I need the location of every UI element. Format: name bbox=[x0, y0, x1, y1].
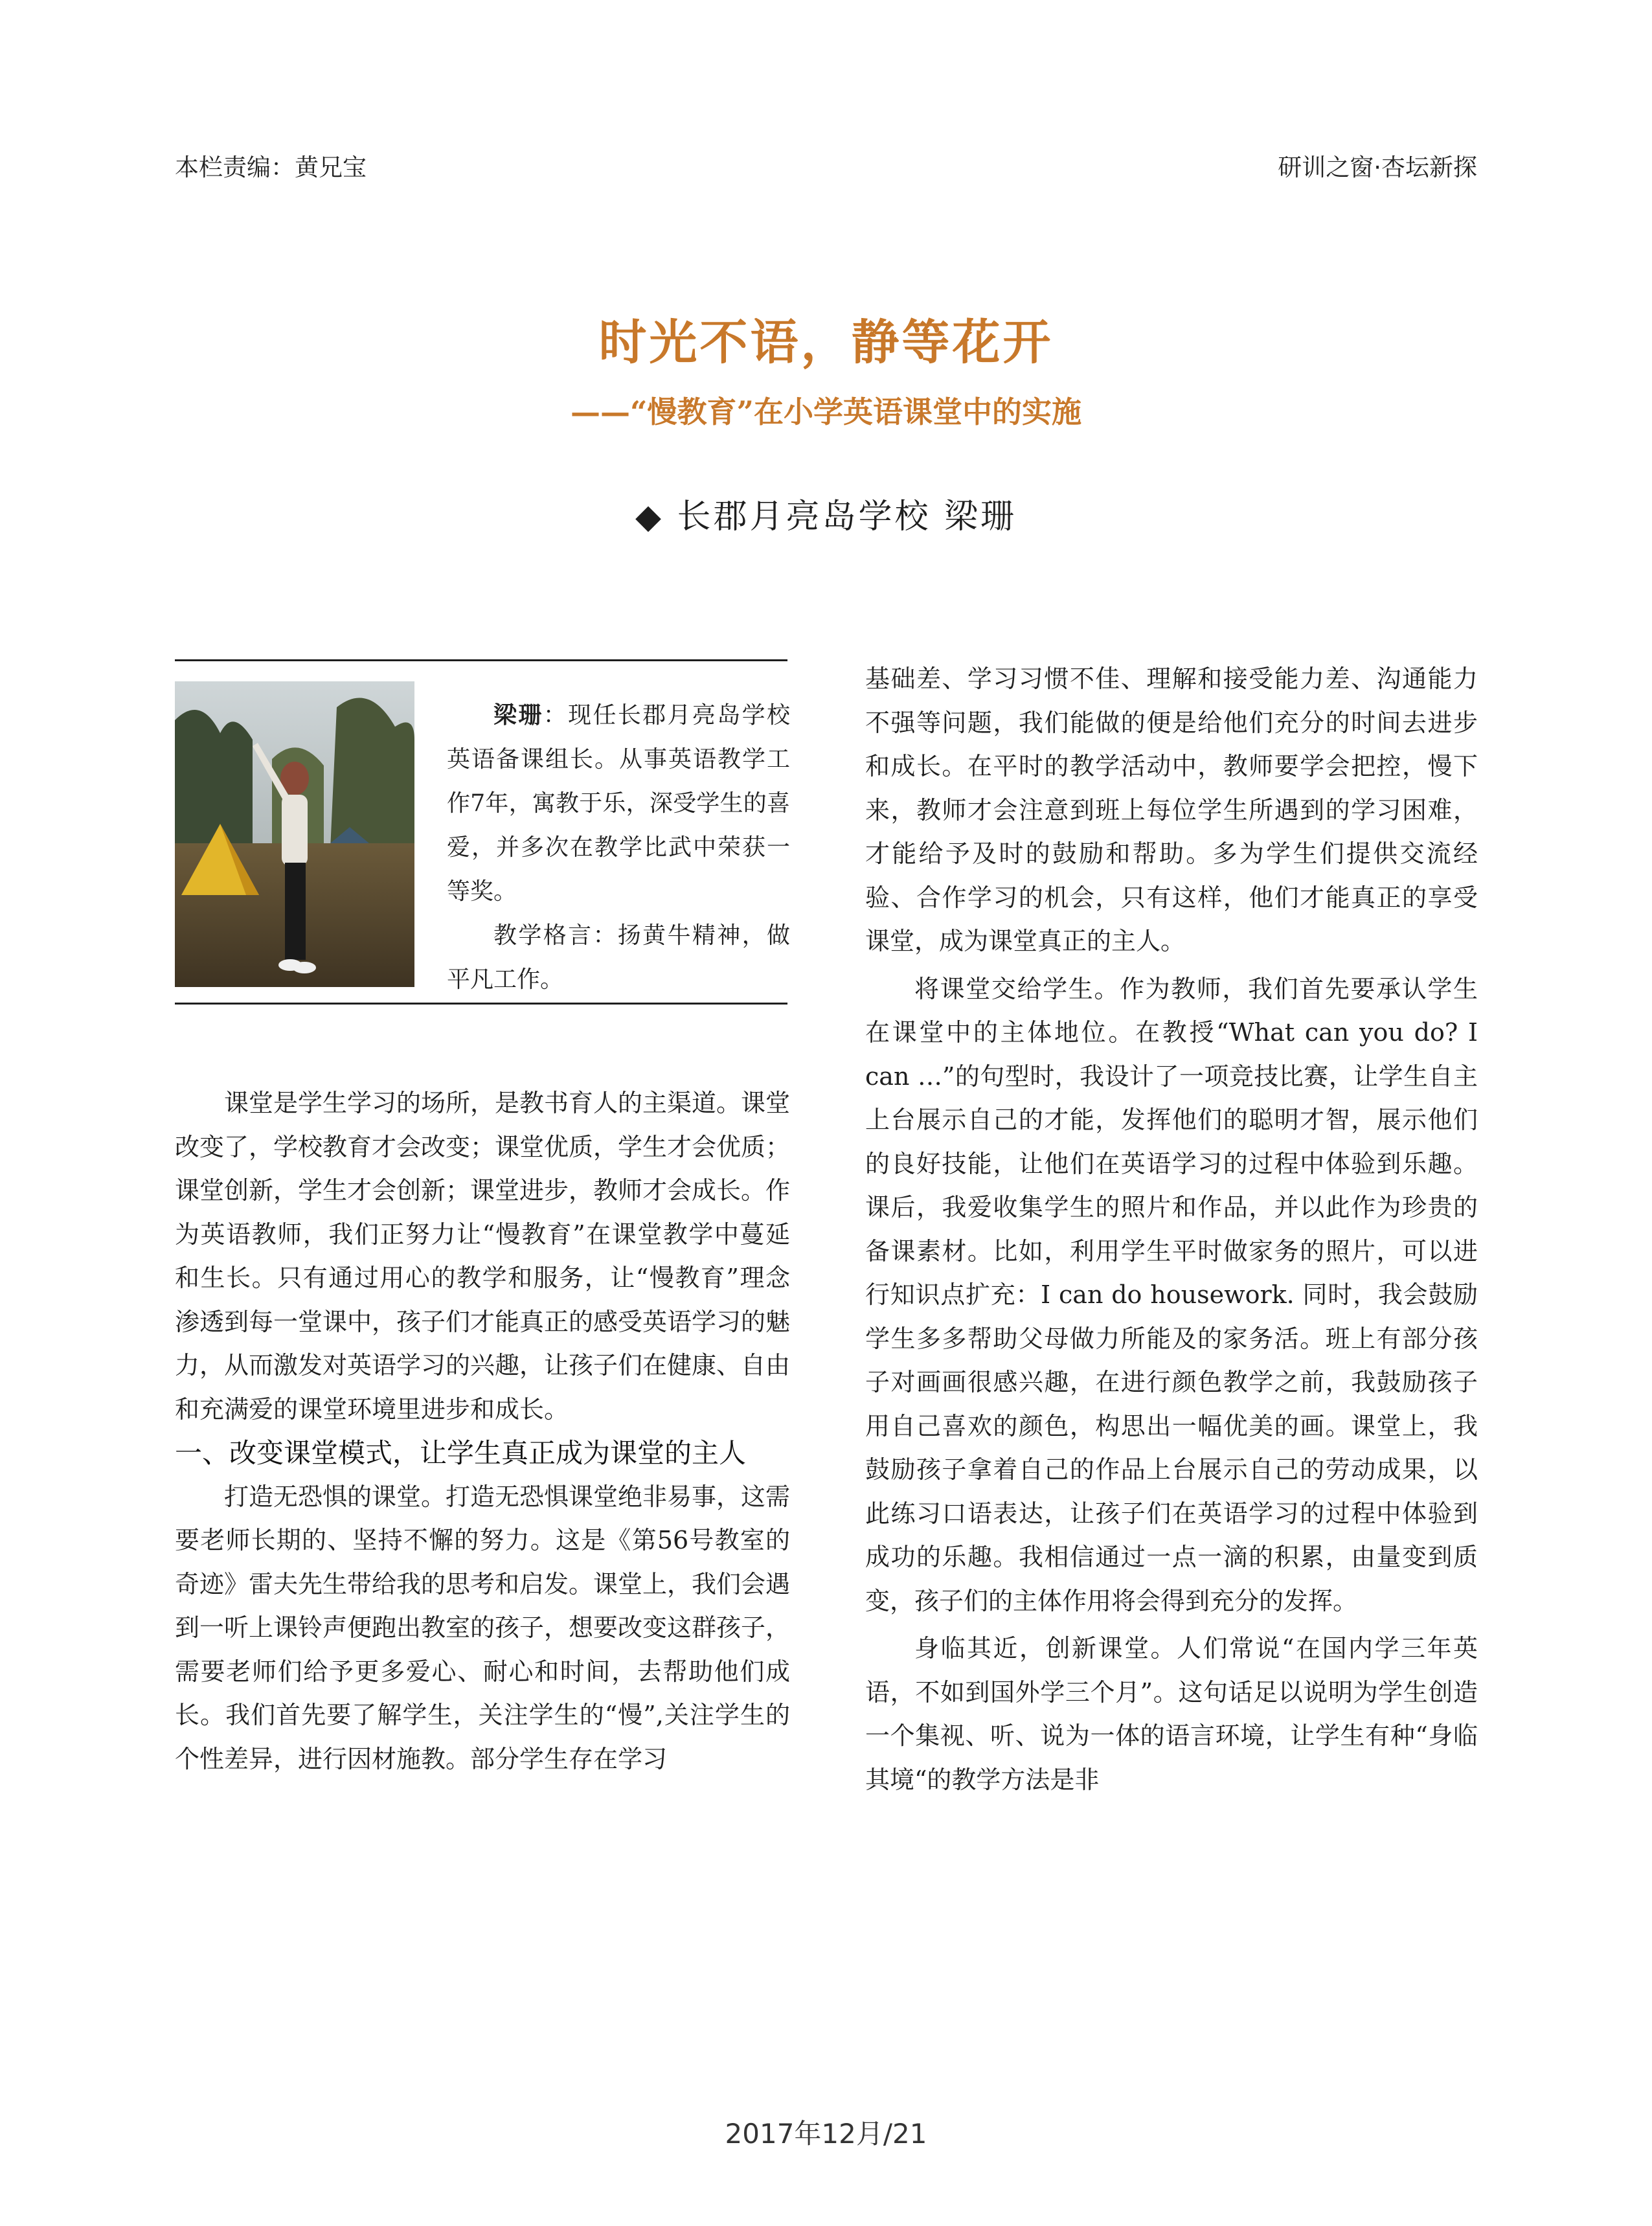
paragraph-2: 将课堂交给学生。作为教师，我们首先要承认学生在课堂中的主体地位。在教授“What can you do? I can …”的句型时，我设计了一项竞技比赛，让学生自主上台展示自己的才能，发挥他们的聪明才智，展示他们的良好技能，让他们在英语学习的过程中体验到乐趣。课后，我爱收集学生的照片和作品，并以此作为珍贵的备课素材。比如，利用学生平时做家务的照片，可以进行知识点扩充：I can do housework. 同时，我会鼓励学生多多帮助父母做力所能及的家务活。班上有部分孩子对画画很感兴趣，在进行颜色教学之前，我鼓励孩子用自己喜欢的颜色，构思出一幅优美的画。课堂上，我鼓励孩子拿着自己的作品上台展示自己的劳动成果，以此练习口语表达，让孩子们在英语学习的过程中体验到成功的乐趣。我相信通过一点一滴的积累，由量变到质变，孩子们的主体作用将会得到充分的发挥。 bbox=[865, 974, 1478, 1615]
paragraph-3: 身临其近，创新课堂。人们常说“在国内学三年英语，不如到国外学三个月”。这句话足以说明为学生创造一个集视、听、说为一体的语言环境，让学生有种“身临其境“的教学方法是非 bbox=[865, 1634, 1478, 1794]
header-section: 研训之窗·杏坛新探 bbox=[1278, 153, 1477, 181]
bio-motto: 教学格言：扬黄牛精神，做平凡工作。 bbox=[447, 922, 790, 993]
right-column bbox=[865, 657, 1478, 1802]
article-byline: ◆ 长郡月亮岛学校 梁珊 bbox=[635, 497, 1017, 536]
bio-intro bbox=[447, 693, 790, 914]
bio-top-rule bbox=[175, 659, 787, 661]
author-bio bbox=[447, 693, 790, 1002]
bio-text: ：现任长郡月亮岛学校英语备课组长。从事英语教学工作7年，寓教于乐，深受学生的喜爱，并多次在教学比武中荣获一等奖。 bbox=[447, 702, 790, 905]
paragraph-1-continued: 基础差、学习习惯不佳、理解和接受能力差、沟通能力不强等问题，我们能做的便是给他们充分的时间去进步和成长。在平时的教学活动中，教师要学会把控，慢下来，教师才会注意到班上每位学生所遇到的学习困难，才能给予及时的鼓励和帮助。多为学生们提供交流经验、合作学习的机会，只有这样，他们才能真正的享受课堂，成为课堂真正的主人。 bbox=[865, 664, 1478, 955]
page-footer: 2017年12月/21 bbox=[725, 2118, 927, 2150]
author-photo bbox=[175, 681, 414, 987]
bio-name: 梁珊 bbox=[493, 701, 543, 729]
article-title: 时光不语，静等花开 bbox=[598, 315, 1054, 370]
left-column bbox=[175, 1082, 790, 1781]
intro-paragraph: 课堂是学生学习的场所，是教书育人的主渠道。课堂改变了，学校教育才会改变；课堂优质，学生才会优质；课堂创新，学生才会创新；课堂进步，教师才会成长。作为英语教师，我们正努力让“慢教育”在课堂教学中蔓延和生长。只有通过用心的教学和服务，让“慢教育”理念渗透到每一堂课中，孩子们才能真正的感受英语学习的魅力，从而激发对英语学习的兴趣，让孩子们在健康、自由和充满爱的课堂环境里进步和成长。 bbox=[175, 1089, 791, 1424]
paragraph-1: 打造无恐惧的课堂。打造无恐惧课堂绝非易事，这需要老师长期的、坚持不懈的努力。这是《第56号教室的奇迹》雷夫先生带给我的思考和启发。课堂上，我们会遇到一听上课铃声便跑出教室的孩子，想要改变这群孩子，需要老师们给予更多爱心、耐心和时间，去帮助他们成长。我们首先要了解学生，关注学生的“慢”,关注学生的个性差异，进行因材施教。部分学生存在学习 bbox=[175, 1482, 791, 1773]
section-heading: 一、改变课堂模式，让学生真正成为课堂的主人 bbox=[175, 1437, 747, 1469]
article-subtitle: ——“慢教育”在小学英语课堂中的实施 bbox=[571, 394, 1081, 429]
header-editor: 本栏责编：黄兄宝 bbox=[175, 153, 367, 181]
bio-bottom-rule bbox=[175, 1003, 787, 1005]
